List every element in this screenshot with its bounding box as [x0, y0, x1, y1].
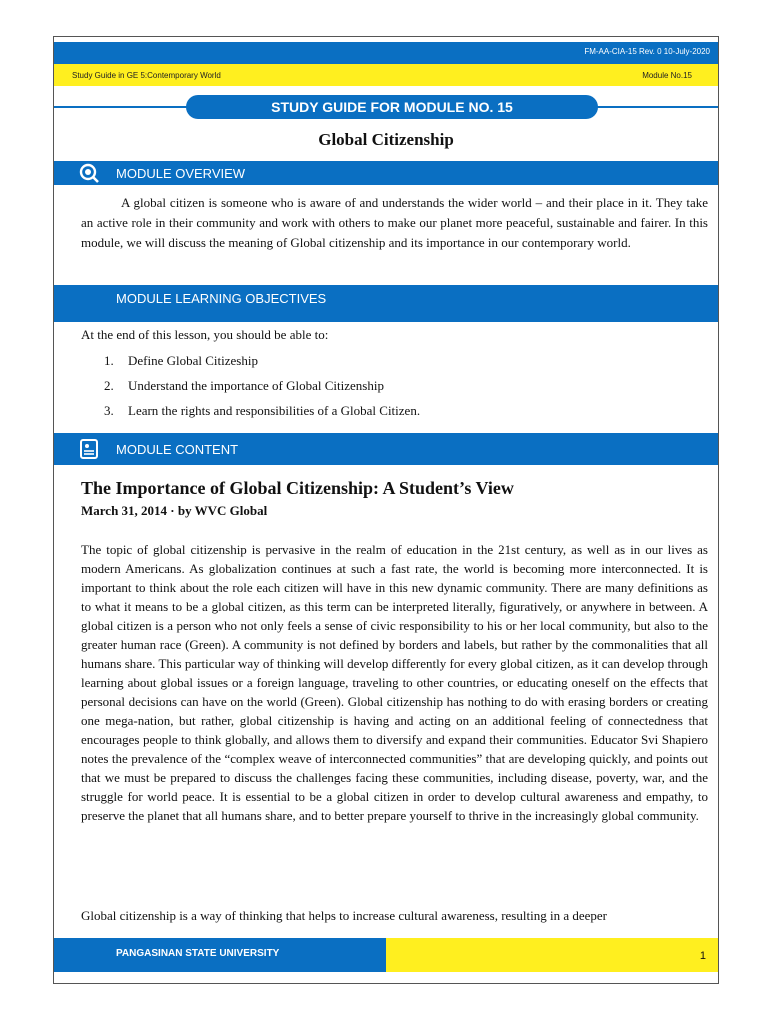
- university-name: PANGASINAN STATE UNIVERSITY: [116, 948, 280, 959]
- course-bar: [54, 64, 718, 86]
- course-name: Study Guide in GE 5:Contemporary World: [72, 71, 221, 80]
- objective-item: 3. Learn the rights and responsibilities of a Global Citizen.: [104, 403, 421, 418]
- page-number: 1: [699, 950, 706, 962]
- study-guide-title: STUDY GUIDE FOR MODULE NO. 15: [186, 95, 598, 119]
- objective-item: 2. Understand the importance of Global Citizenship: [104, 378, 384, 393]
- article-paragraph: The topic of global citizenship is pervasive in the realm of education in the 21st century, as well as in our lives as modern Americans. As globalization continues at such a fast rate, the world is becoming more interconnected. It is important to think about the role each citizen will have in this new dynamic community. There are many definitions as to what it means to be a global citizen, as this term can be interpreted literally, figuratively, or anywhere in between. A global citizen is a person who not only feels a sense of civic responsibility to his or her local community, but also to the greater human race (Green). A community is not defined by borders and labels, but rather by the commonalities that all humans share. This particular way of thinking will develop differently for every global citizen, as it can develop through learning about global issues or a foreign language, traveling to other countries, or educating oneself on the effects that personal decisions can have on the world (Green). Global citizenship has nothing to do with erasing borders or creating one mega-nation, but rather, global citizenship is having and acting on an additional feeling of connectedness that encourages people to think globally, and allows them to diversify and expand their communities. Educator Svi Shapiero notes the prevalence of the “complex weave of interconnected communities” that are developing quickly, and points out that we must be prepared to discuss the challenges facing these communities, including disease, poverty, war, and the struggle for world peace. It is essential to be a global citizen in order to develop cultural awareness and empathy, to preserve the planet that all humans share, and to better prepare yourself to thrive in the increasingly global community.: [81, 542, 708, 823]
- content-band: [54, 433, 718, 465]
- article-title: The Importance of Global Citizenship: A Student’s View: [81, 478, 514, 498]
- footer-page: [386, 938, 718, 972]
- objectives-lead: At the end of this lesson, you should be able to:: [81, 327, 329, 342]
- magnifier-icon: [78, 162, 100, 184]
- article-paragraph: Global citizenship is a way of thinking that helps to increase cultural awareness, resulting in a deeper: [81, 908, 607, 923]
- document-icon: [78, 438, 100, 460]
- overview-band: [54, 161, 718, 185]
- module-number: Module No.15: [642, 71, 692, 80]
- overview-text: A global citizen is someone who is aware of and understands the wider world – and their place in it. They take an active role in their community and work with others to make our planet more peaceful, sustainable and fairer. In this module, we will discuss the meaning of Global citizenship and its importance in our contemporary world.: [81, 195, 708, 250]
- footer-university: [54, 938, 386, 972]
- page-title: Global Citizenship: [318, 130, 454, 149]
- form-code: FM-AA-CIA-15 Rev. 0 10-July-2020: [584, 47, 710, 56]
- objectives-band: [54, 285, 718, 322]
- objectives-heading: MODULE LEARNING OBJECTIVES: [116, 291, 327, 306]
- top-header-bar: [54, 42, 718, 64]
- content-heading: MODULE CONTENT: [116, 442, 239, 457]
- overview-heading: MODULE OVERVIEW: [116, 166, 246, 181]
- article-date: March 31, 2014 · by WVC Global: [81, 503, 268, 518]
- objective-item: 1. Define Global Citizeship: [104, 353, 258, 368]
